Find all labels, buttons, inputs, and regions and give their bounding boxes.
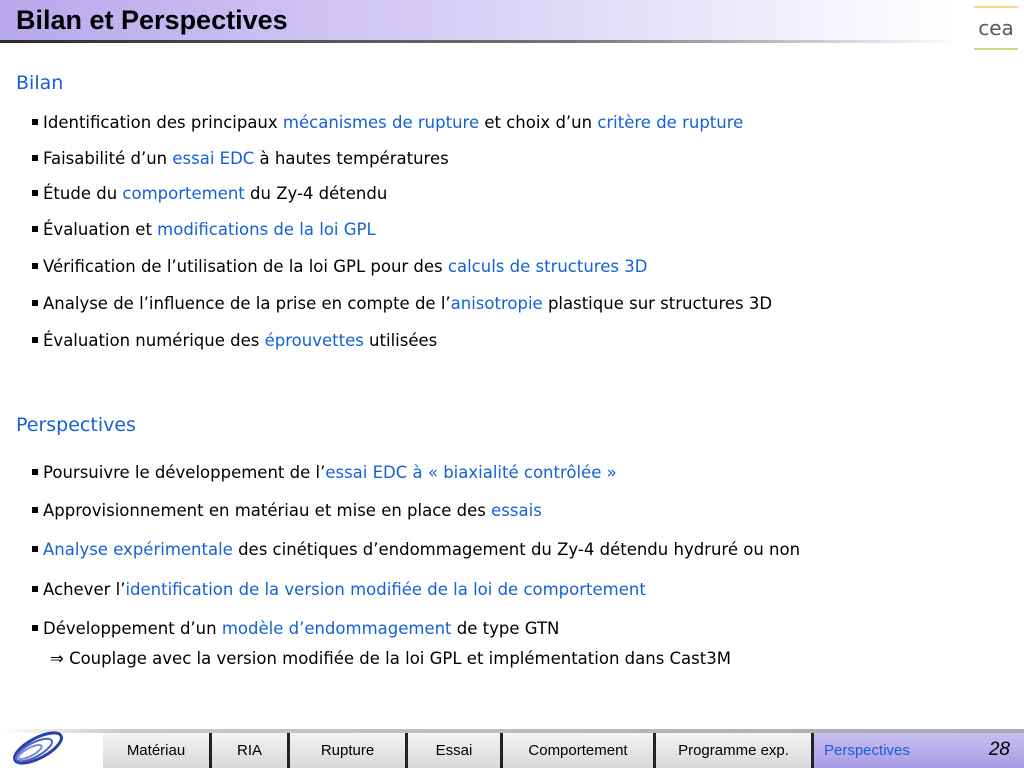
highlighted-term: critère de rupture [597, 113, 744, 132]
highlighted-term: essais [491, 501, 542, 520]
nav-tab-ria[interactable]: RIA [212, 733, 290, 768]
bullet-text: Développement d’un [43, 619, 222, 638]
bullet-text: Faisabilité d’un [43, 149, 173, 168]
highlighted-term: Analyse expérimentale [43, 540, 233, 559]
bullet-item [32, 540, 800, 559]
highlighted-term: anisotropie [450, 294, 543, 313]
bullet-item [32, 257, 647, 276]
bullet-item [32, 331, 437, 350]
institute-swirl-logo [0, 728, 72, 768]
highlighted-term: mécanismes de rupture [282, 113, 480, 132]
bullet-square-icon [32, 300, 38, 306]
bullet-text: Vérification de l’utilisation de la loi GPL pour des [43, 257, 448, 276]
bullet-square-icon [32, 190, 38, 196]
bullet-square-icon [32, 155, 38, 161]
highlighted-term: comportement [122, 184, 245, 203]
highlighted-term: modèle d’endommagement [221, 619, 452, 638]
bullet-text: Étude du [43, 184, 123, 203]
bullet-square-icon [32, 469, 38, 475]
bullet-text: Identification des principaux [43, 113, 283, 132]
bullet-text: utilisées [363, 331, 438, 350]
nav-tab-essai[interactable]: Essai [408, 733, 503, 768]
bullet-text: à hautes températures [254, 149, 449, 168]
bullet-item [32, 113, 743, 132]
highlighted-term: modifications de la loi GPL [157, 220, 376, 239]
bullet-item [32, 294, 772, 313]
bullet-text: plastique sur structures 3D [542, 294, 773, 313]
bullet-square-icon [32, 337, 38, 343]
bullet-text: et choix d’un [479, 113, 598, 132]
cea-logo-text: cea [978, 16, 1014, 40]
page-title: Bilan et Perspectives [16, 5, 288, 35]
bilan-heading: Bilan [16, 72, 64, 94]
page-number: 28 [988, 739, 1010, 760]
highlighted-term: essai EDC à « biaxialité contrôlée » [325, 463, 617, 482]
perspectives-sub-item: ⇒ Couplage avec la version modifiée de la loi GPL et implémentation dans Cast3M [50, 649, 731, 668]
bullet-text: de type GTN [451, 619, 560, 638]
bullet-text: Évaluation et [43, 220, 158, 239]
title-underline [0, 40, 960, 43]
highlighted-term: éprouvettes [264, 331, 364, 350]
nav-tab-rupture[interactable]: Rupture [290, 733, 408, 768]
bullet-item [32, 619, 559, 638]
bullet-square-icon [32, 546, 38, 552]
nav-tab-materiau[interactable]: Matériau [103, 733, 212, 768]
nav-tab-perspectives[interactable]: Perspectives [814, 733, 1024, 768]
nav-tab-programme-exp[interactable]: Programme exp. [656, 733, 814, 768]
bullet-square-icon [32, 119, 38, 125]
bullet-item [32, 149, 449, 168]
bullet-square-icon [32, 625, 38, 631]
bullet-text: Approvisionnement en matériau et mise en place des [43, 501, 492, 520]
bullet-text: du Zy-4 détendu [244, 184, 388, 203]
bullet-square-icon [32, 226, 38, 232]
bullet-text: Achever l’ [43, 580, 126, 599]
bullet-item [32, 220, 376, 239]
cea-logo [972, 6, 1020, 50]
highlighted-term: essai EDC [172, 149, 255, 168]
bullet-square-icon [32, 507, 38, 513]
bullet-item [32, 463, 617, 482]
highlighted-term: identification de la version modifiée de la loi de comportement [125, 580, 646, 599]
section-nav [103, 733, 1024, 768]
nav-tab-comportement[interactable]: Comportement [503, 733, 656, 768]
bullet-item [32, 184, 387, 203]
bullet-square-icon [32, 586, 38, 592]
perspectives-heading: Perspectives [16, 414, 136, 436]
bullet-text: des cinétiques d’endommagement du Zy-4 détendu hydruré ou non [232, 540, 801, 559]
bullet-square-icon [32, 263, 38, 269]
bullet-text: Poursuivre le développement de l’ [43, 463, 326, 482]
bullet-item [32, 501, 542, 520]
bullet-item [32, 580, 646, 599]
bullet-text: Analyse de l’influence de la prise en compte de l’ [43, 294, 451, 313]
highlighted-term: calculs de structures 3D [447, 257, 648, 276]
bullet-text: Évaluation numérique des [43, 331, 265, 350]
